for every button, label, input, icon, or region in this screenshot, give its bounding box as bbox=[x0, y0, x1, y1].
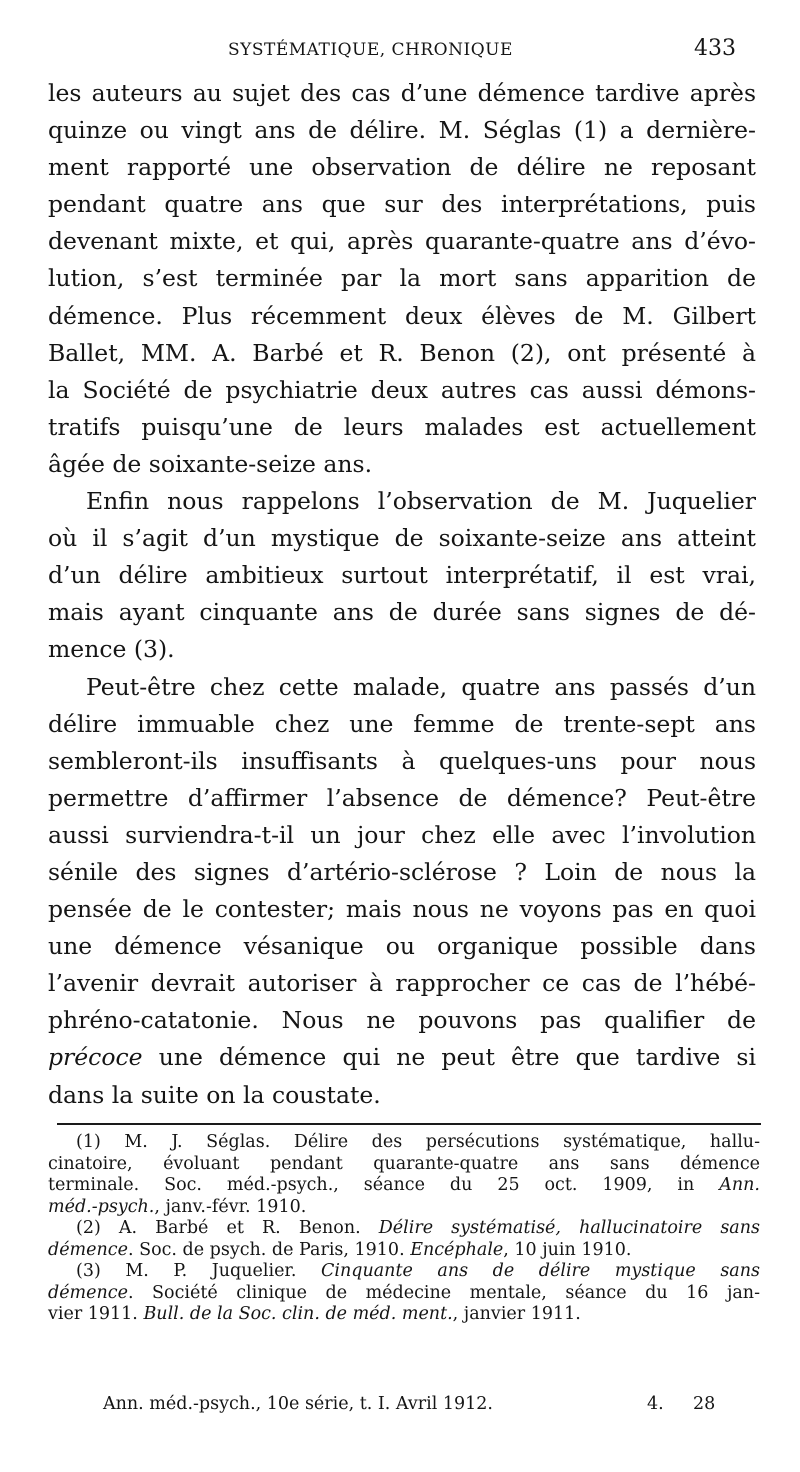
body-line: dans la suite on la coustate. bbox=[48, 1080, 381, 1109]
body-line: d’un délire ambitieux surtout interprétatif, il est vrai, bbox=[48, 561, 756, 590]
body-line: démence. Plus récemment deux élèves de M. Gilbert bbox=[48, 301, 756, 330]
body-line: mais ayant cinquante ans de durée sans signes de dé- bbox=[48, 598, 756, 627]
body-line: sembleront-ils insuffisants à quelques-uns pour nous bbox=[48, 746, 756, 775]
body-line: les auteurs au sujet des cas d’une démence tardive après bbox=[48, 79, 756, 107]
body-line: où il s’agit d’un mystique de soixante-seize ans atteint bbox=[48, 524, 756, 553]
footnote-italic: Bull. de la Soc. clin. de méd. ment. bbox=[143, 1304, 453, 1324]
footnote-text: . Société clinique de médecine mentale, séance du 16 jan- bbox=[127, 1282, 760, 1303]
footnote-1-line: (1) M. J. Séglas. Délire des persécutions systématique, hallu- bbox=[76, 1132, 760, 1152]
footnote-italic: démence bbox=[48, 1282, 128, 1303]
body-line bbox=[48, 1039, 756, 1076]
footnote-1-line bbox=[48, 1175, 760, 1197]
footnote-3-line bbox=[48, 1261, 760, 1283]
body-line: quinze ou vingt ans de délire. M. Séglas (1) a dernière- bbox=[48, 116, 756, 145]
footnote-italic: méd.-psych. bbox=[48, 1196, 155, 1217]
footnote-2-line bbox=[48, 1240, 760, 1262]
body-line: pensée de le contester; mais nous ne voyons pas en quoi bbox=[48, 895, 756, 924]
footnote-rule bbox=[57, 1123, 761, 1125]
footnote-2-line bbox=[48, 1218, 760, 1240]
footnote-text: , janvier 1911. bbox=[452, 1304, 581, 1324]
footnote-text: (3) M. P. Juquelier. bbox=[76, 1261, 322, 1281]
footnote-italic: Cinquante ans de délire mystique sans bbox=[321, 1261, 760, 1281]
body-line: âgée de soixante-seize ans. bbox=[48, 449, 373, 478]
footnote-1-line: cinatoire, évoluant pendant quarante-quatre ans sans démence bbox=[48, 1153, 760, 1174]
footnote-text: . Soc. de psych. de Paris, 1910. bbox=[127, 1239, 411, 1260]
footnote-italic: Encéphale bbox=[410, 1239, 504, 1260]
body-line: l’avenir devrait autoriser à rapprocher ce cas de l’hébé- bbox=[48, 969, 756, 998]
body-line: Ballet, MM. A. Barbé et R. Benon (2), ont présenté à bbox=[48, 338, 756, 367]
footnote-text: , janv.-févr. 1910. bbox=[154, 1196, 307, 1217]
body-line: devenant mixte, et qui, après quarante-quatre ans d’évo- bbox=[48, 227, 756, 256]
footnote-italic: Ann. bbox=[719, 1175, 760, 1195]
footnotes bbox=[48, 1132, 760, 1326]
body-line: mence (3). bbox=[48, 635, 175, 664]
body-line: Peut-être chez cette malade, quatre ans passés d’un bbox=[86, 672, 756, 701]
body-line: Enfin nous rappelons l’observation de M. Juquelier bbox=[86, 487, 756, 516]
body-line: ment rapporté une observation de délire ne reposant bbox=[48, 153, 756, 182]
body-line-text: une démence qui ne peut être que tardive si bbox=[158, 1043, 756, 1072]
body-line: tratifs puisqu’une de leurs malades est actuellement bbox=[48, 412, 756, 441]
footnote-3-line bbox=[48, 1304, 760, 1326]
footnote-text: , 10 juin 1910. bbox=[503, 1239, 632, 1260]
footnote-italic: Délire systématisé, hallucinatoire sans bbox=[378, 1218, 760, 1238]
footnote-text: (2) A. Barbé et R. Benon. bbox=[76, 1218, 379, 1238]
footnote-text: terminale. Soc. méd.-psych., séance du 25 oct. 1909, in bbox=[48, 1175, 720, 1195]
footnote-1-line bbox=[48, 1197, 760, 1219]
body-line: délire immuable chez une femme de trente-sept ans bbox=[48, 709, 756, 738]
body-text bbox=[48, 75, 756, 1114]
journal-signature-line: Ann. méd.-psych., 10e série, t. I. Avril 1912. bbox=[103, 1394, 493, 1414]
page-footer bbox=[0, 1394, 800, 1420]
running-head bbox=[0, 36, 800, 66]
italic-term: précoce bbox=[48, 1043, 143, 1072]
footnote-italic: démence bbox=[48, 1239, 128, 1260]
body-line: permettre d’affirmer l’absence de démence? Peut-être bbox=[48, 783, 756, 812]
sheet-number: 28 bbox=[693, 1394, 716, 1414]
body-line: la Société de psychiatrie deux autres cas aussi démons- bbox=[48, 375, 756, 404]
gathering-signature: 4. bbox=[647, 1394, 664, 1414]
running-head-title: SYSTÉMATIQUE, CHRONIQUE bbox=[228, 40, 513, 60]
body-line: aussi surviendra-t-il un jour chez elle avec l’involution bbox=[48, 820, 756, 849]
body-line: sénile des signes d’artério-sclérose ? Loin de nous la bbox=[48, 857, 756, 886]
footnote-text: vier 1911. bbox=[48, 1304, 144, 1324]
body-line: une démence vésanique ou organique possible dans bbox=[48, 932, 756, 961]
footnote-3-line bbox=[48, 1283, 760, 1305]
page-number: 433 bbox=[694, 36, 736, 61]
body-line: lution, s’est terminée par la mort sans apparition de bbox=[48, 264, 756, 293]
body-line: pendant quatre ans que sur des interprétations, puis bbox=[48, 190, 756, 219]
body-line: phréno-catatonie. Nous ne pouvons pas qualifier de bbox=[48, 1006, 756, 1035]
